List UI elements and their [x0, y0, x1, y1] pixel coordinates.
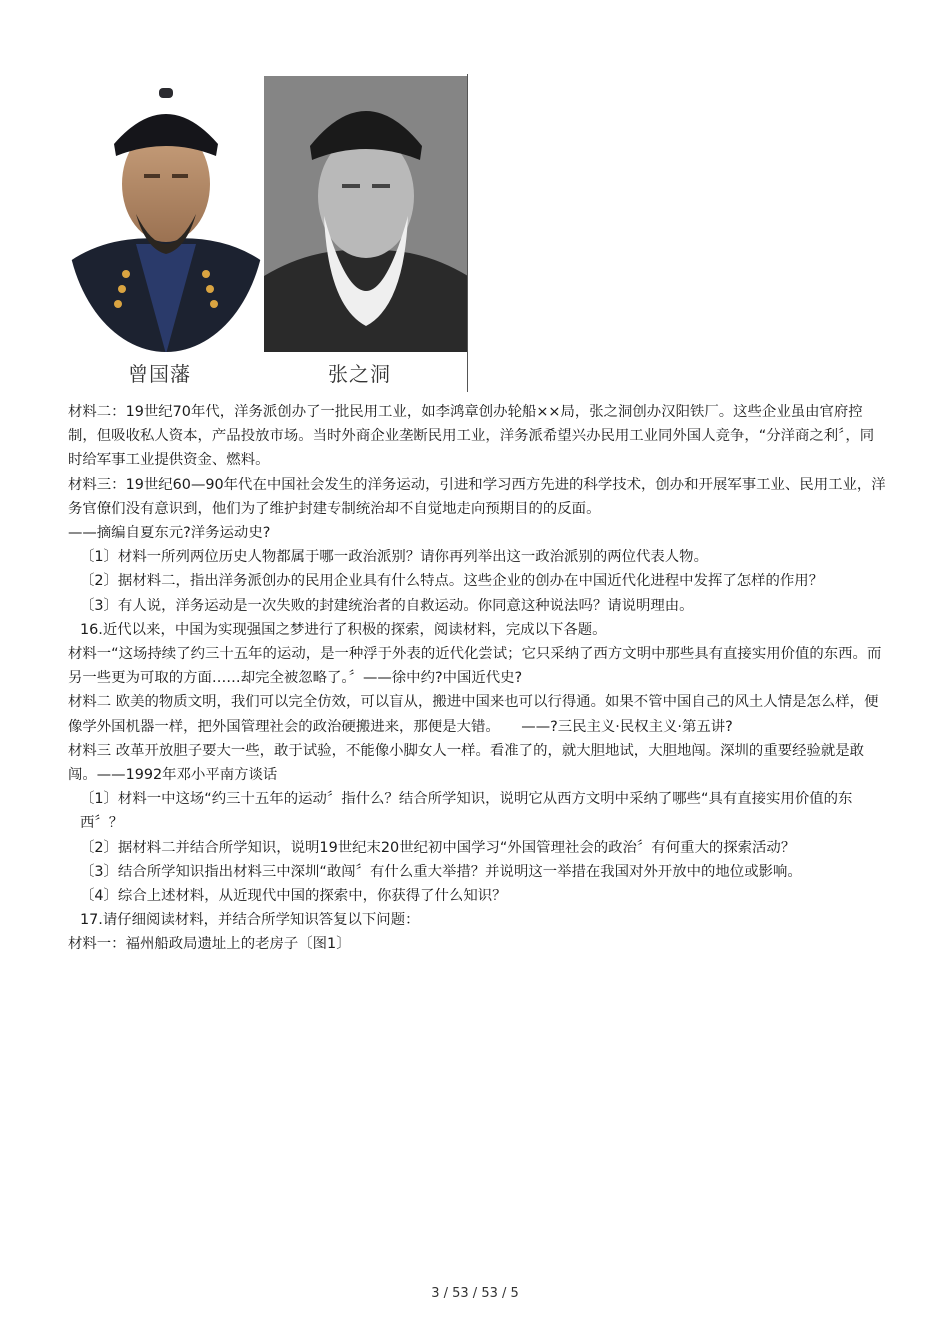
page-number: 3 / 53 / 53 / 5 [431, 1286, 519, 1301]
document-body [68, 400, 888, 957]
caption-zeng-guofan: 曾国藩 [128, 362, 191, 386]
question-17-stem: 17.请仔细阅读材料，并结合所学知识答复以下问题： [80, 912, 420, 929]
portrait-figure [66, 74, 470, 392]
question-16-stem: 16.近代以来，中国为实现强国之梦进行了积极的探索，阅读材料，完成以下各题。 [80, 621, 607, 638]
q17-material-1: 材料一：福州船政局遗址上的老房子〔图1〕 [68, 936, 351, 953]
material-2: 材料二：19世纪70年代，洋务派创办了一批民用工业，如李鸿章创办轮船××局，张之洞创办汉阳铁厂。这些企业虽由官府控制，但吸收私人资本，产品投放市场。当时外商企业垄断民用工业，洋务派希望兴办民用工业同外国人竞争，“分洋商之利〞，同时给军事工业提供资金、燃料。 [68, 404, 875, 469]
q16-material-3: 材料三 改革开放胆子要大一些，敢于试验，不能像小脚女人一样。看准了的，就大胆地试，大胆地闯。深圳的重要经验就是敢闯。——1992年邓小平南方谈话 [68, 742, 865, 784]
caption-zhang-zhidong: 张之洞 [328, 362, 391, 386]
zeng-guofan-portrait [66, 74, 266, 354]
question-16-1: 〔1〕材料一中这场“约三十五年的运动〞指什么？结合所学知识，说明它从西方文明中采纳了哪些“具有直接实用价值的东西〞？ [80, 791, 853, 832]
question-16-4: 〔4〕综合上述材料，从近现代中国的探索中，你获得了什么知识？ [80, 888, 507, 905]
question-16-2: 〔2〕据材料二并结合所学知识，说明19世纪末20世纪初中国学习“外国管理社会的政治〞有何重大的探索活动？ [80, 839, 796, 856]
q16-material-2: 材料二 欧美的物质文明，我们可以完全仿效，可以盲从，搬进中国来也可以行得通。如果不管中国自己的风土人情是怎么样，便像学外国机器一样，把外国管理社会的政治硬搬进来，那便是大错。 ——?三民主义·民权主义·第五讲? [68, 694, 879, 735]
zhang-zhidong-portrait [264, 76, 468, 352]
material-3: 材料三：19世纪60—90年代在中国社会发生的洋务运动，引进和学习西方先进的科学技术，创办和开展军事工业、民用工业，洋务官僚们没有意识到，他们为了维护封建专制统治却不自觉地走向预期目的的反面。 [68, 476, 886, 517]
question-15-2: 〔2〕据材料二，指出洋务派创办的民用企业具有什么特点。这些企业的创办在中国近代化进程中发挥了怎样的作用？ [80, 573, 824, 590]
question-15-3: 〔3〕有人说，洋务运动是一次失败的封建统治者的自救运动。你同意这种说法吗？请说明理由。 [80, 597, 694, 614]
figure-divider [467, 74, 468, 392]
question-15-1: 〔1〕材料一所列两位历史人物都属于哪一政治派别？请你再列举出这一政治派别的两位代表人物。 [80, 549, 708, 566]
q16-material-1: 材料一“这场持续了约三十五年的运动，是一种浮于外表的近代化尝试；它只采纳了西方文明中那些具有直接实用价值的东西。而另一些更为可取的方面……却完全被忽略了。〞——徐中约?中国近代史? [68, 646, 882, 687]
question-16-3: 〔3〕结合所学知识指出材料三中深圳“敢闯〞有什么重大举措？并说明这一举措在我国对外开放中的地位或影响。 [80, 863, 802, 880]
source-citation: ——摘编自夏东元?洋务运动史? [68, 525, 271, 542]
